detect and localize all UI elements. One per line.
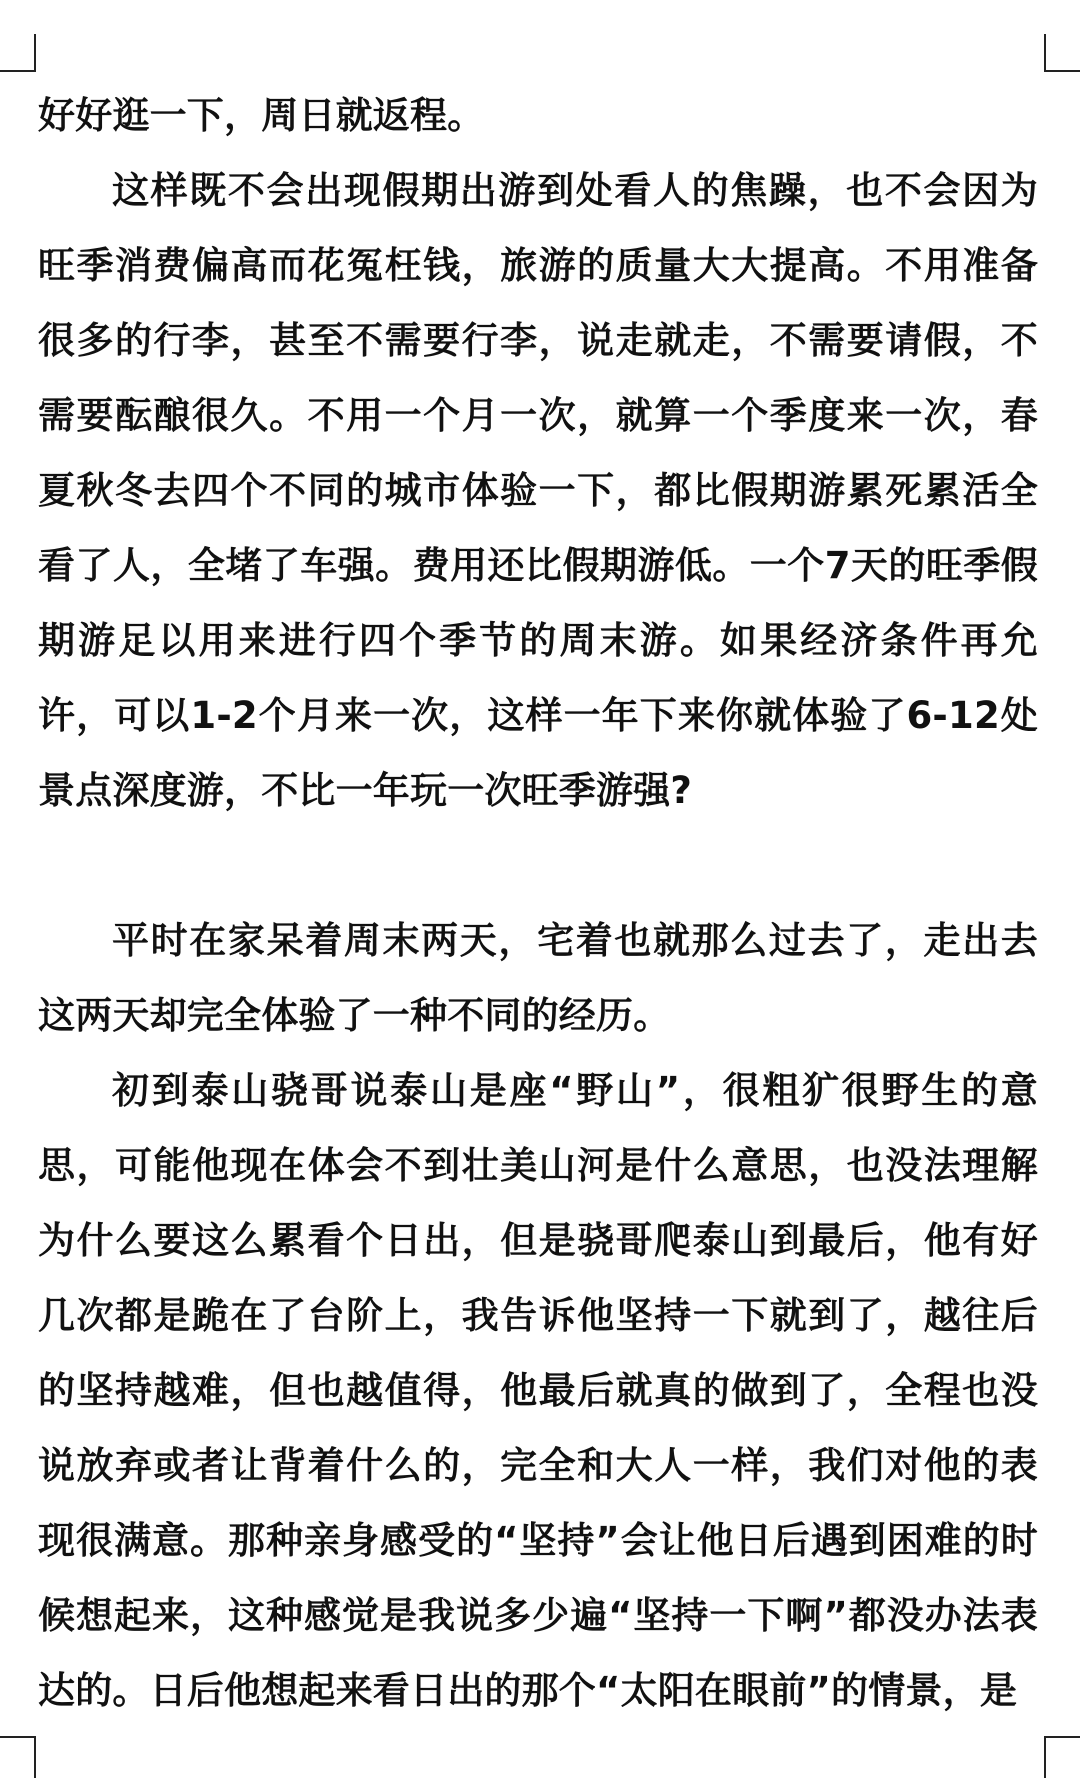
text-line: 达的。日后他想起来看日出的那个“太阳在眼前”的情景，是 [38, 1669, 1018, 1712]
text-line: 许，可以1-2个月来一次，这样一年下来你就体验了6-12处 [38, 694, 1038, 737]
text-line: 很多的行李，甚至不需要行李，说走就走，不需要请假，不 [38, 319, 1038, 362]
text-line: 这样既不会出现假期出游到处看人的焦躁，也不会因为 [112, 169, 1038, 212]
paragraph-3 [38, 903, 1038, 1053]
paragraph-4 [38, 1053, 1038, 1728]
text-line: 现很满意。那种亲身感受的“坚持”会让他日后遇到困难的时 [38, 1519, 1038, 1562]
text-line: 好好逛一下，周日就返程。 [38, 94, 485, 137]
paragraph-spacer [38, 828, 1038, 903]
text-line: 候想起来，这种感觉是我说多少遍“坚持一下啊”都没办法表 [38, 1594, 1038, 1637]
crop-mark-top-left [0, 34, 36, 72]
document-body [38, 78, 1038, 1728]
paragraph-1 [38, 78, 1038, 153]
crop-mark-top-right [1044, 34, 1080, 72]
text-line: 说放弃或者让背着什么的，完全和大人一样，我们对他的表 [38, 1444, 1038, 1487]
text-line: 假期游足以用来进行四个季节的周末游。如果经济条件再允 [38, 544, 1038, 662]
text-line: 思，可能他现在体会不到壮美山河是什么意思，也没法理解 [38, 1144, 1038, 1187]
crop-mark-bottom-left [0, 1736, 36, 1778]
text-line: 看了人，全堵了车强。费用还比假期游低。一个7天的旺季 [38, 544, 1001, 587]
text-line: 这两天却完全体验了一种不同的经历。 [38, 994, 671, 1037]
crop-mark-bottom-right [1044, 1736, 1080, 1778]
text-line: 旺季消费偏高而花冤枉钱，旅游的质量大大提高。不用准备 [38, 244, 1038, 287]
text-line: 几次都是跪在了台阶上，我告诉他坚持一下就到了，越往后 [38, 1294, 1038, 1337]
text-line: 景点深度游，不比一年玩一次旺季游强? [38, 769, 693, 812]
text-line: 的坚持越难，但也越值得，他最后就真的做到了，全程也没 [38, 1369, 1038, 1412]
text-line: 夏秋冬去四个不同的城市体验一下，都比假期游累死累活全 [38, 469, 1038, 512]
text-line: 为什么要这么累看个日出，但是骁哥爬泰山到最后，他有好 [38, 1219, 1038, 1262]
text-line: 平时在家呆着周末两天，宅着也就那么过去了，走出去 [112, 919, 1038, 962]
paragraph-2 [38, 153, 1038, 828]
text-line: 初到泰山骁哥说泰山是座“野山”，很粗犷很野生的意 [112, 1069, 1038, 1112]
text-line: 需要酝酿很久。不用一个月一次，就算一个季度来一次，春 [38, 394, 1038, 437]
